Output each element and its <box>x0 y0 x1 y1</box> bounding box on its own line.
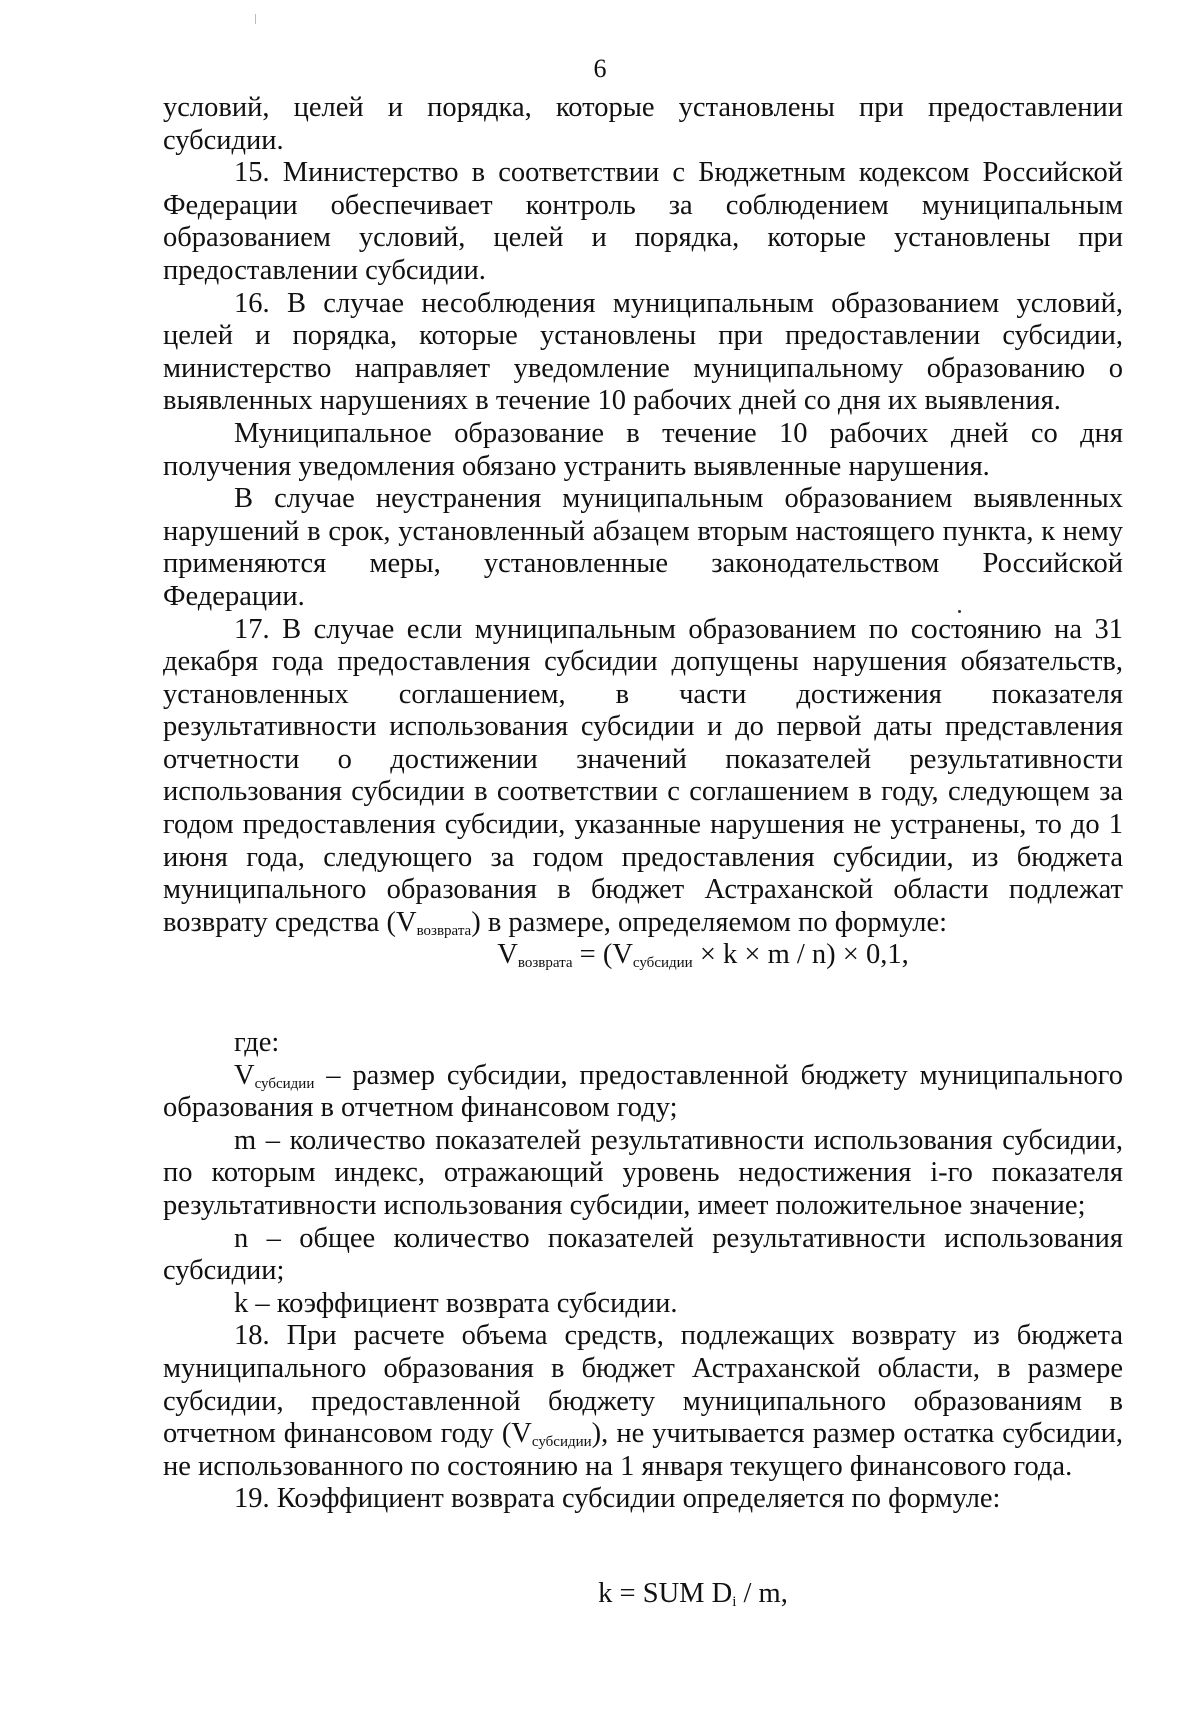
paragraph-17 <box>163 614 1123 940</box>
paragraph-18-subscript: субсидии <box>531 1434 592 1451</box>
definition-v-text: – размер субсидии, предоставленной бюджету муниципального образования в отчетном финансовом году; <box>163 1059 1123 1124</box>
definition-n: n – общее количество показателей результативности использования субсидии; <box>163 1222 1123 1287</box>
paragraph-18-text: 18. При расчете объема средств, подлежащих возврату из бюджета муниципального образования в бюджет Астраханской области, в размере субсидии, предоставленной бюджету муниципального образованиям в отчетном финансовом году (V <box>163 1320 1123 1450</box>
formula-1-v: V <box>497 939 518 971</box>
paragraph-16-third: В случае неустранения муниципальным образованием выявленных нарушений в срок, установленный абзацем вторым настоящего пункта, к нему применяются меры, установленные законодательством Российской Федерации. <box>163 483 1123 612</box>
document-body <box>163 92 1123 1611</box>
paragraph-19: 19. Коэффициент возврата субсидии определяется по формуле: <box>234 1483 1001 1515</box>
formula-2-subscript: i <box>732 1593 737 1610</box>
paragraph-17-text: 17. В случае если муниципальным образованием по состоянию на 31 декабря года предоставления субсидии допущены нарушения обязательств, установленных соглашением, в части достижения показателя результативности использования субсидии и до первой даты представления отчетности о достижении значений показателей результативности использования субсидии в соответствии с соглашением в году, следующем за годом предоставления субсидии, указанные нарушения не устранены, то до 1 июня года, следующего за годом предоставления субсидии, из бюджета муниципального образования в бюджет Астраханской области подлежат возврату средства (V <box>163 613 1123 938</box>
definition-v-letter: V <box>234 1059 255 1091</box>
formula-return-coefficient <box>163 1578 1123 1611</box>
paragraph-17-end: ) в размере, определяемом по формуле: <box>471 906 948 938</box>
paragraph-18-end: ), не учитывается размер остатка субсидии, не использованного по состоянию на 1 января текущего финансового года. <box>163 1418 1123 1482</box>
scan-mark <box>255 14 256 24</box>
definition-k: k – коэффициент возврата субсидии. <box>234 1287 678 1319</box>
paragraph-17-subscript: возврата <box>416 922 472 939</box>
definition-v-subscript: субсидии <box>254 1075 315 1092</box>
formula-2-tail: / m, <box>736 1577 788 1609</box>
formula-1-tail: × k × m / n) × 0,1, <box>692 939 909 971</box>
paragraph-16: 16. В случае несоблюдения муниципальным образованием условий, целей и порядка, которые установлены при предоставлении субсидии, министерство направляет уведомление муниципальному образованию о выявленных нарушениях в течение 10 рабочих дней со дня их выявления. <box>163 287 1123 417</box>
formula-1-mid-subscript: субсидии <box>632 955 693 972</box>
definition-m: m – количество показателей результативности использования субсидии, по которым индекс, отражающий уровень недостижения i-го показателя результативности использования субсидии, имеет положительное значение; <box>163 1124 1123 1221</box>
paragraph-15: 15. Министерство в соответствии с Бюджетным кодексом Российской Федерации обеспечивает контроль за соблюдением муниципальным образованием условий, целей и порядка, которые установлены при предоставлении субсидии. <box>163 157 1123 286</box>
formula-1-middle: = (V <box>572 939 633 971</box>
paragraph-16-second: Муниципальное образование в течение 10 рабочих дней со дня получения уведомления обязано устранить выявленные нарушения. <box>163 417 1123 482</box>
formula-2-head: k = SUM D <box>598 1577 733 1609</box>
paragraph-18 <box>163 1320 1123 1483</box>
where-label: где: <box>234 1027 280 1059</box>
definition-v-subsidy <box>163 1060 1123 1125</box>
page-number: 6 <box>593 54 607 83</box>
paragraph-continuation: условий, целей и порядка, которые установлены при предоставлении субсидии. <box>163 92 1123 156</box>
formula-return-amount <box>163 939 1123 972</box>
formula-1-lhs-subscript: возврата <box>517 955 573 972</box>
